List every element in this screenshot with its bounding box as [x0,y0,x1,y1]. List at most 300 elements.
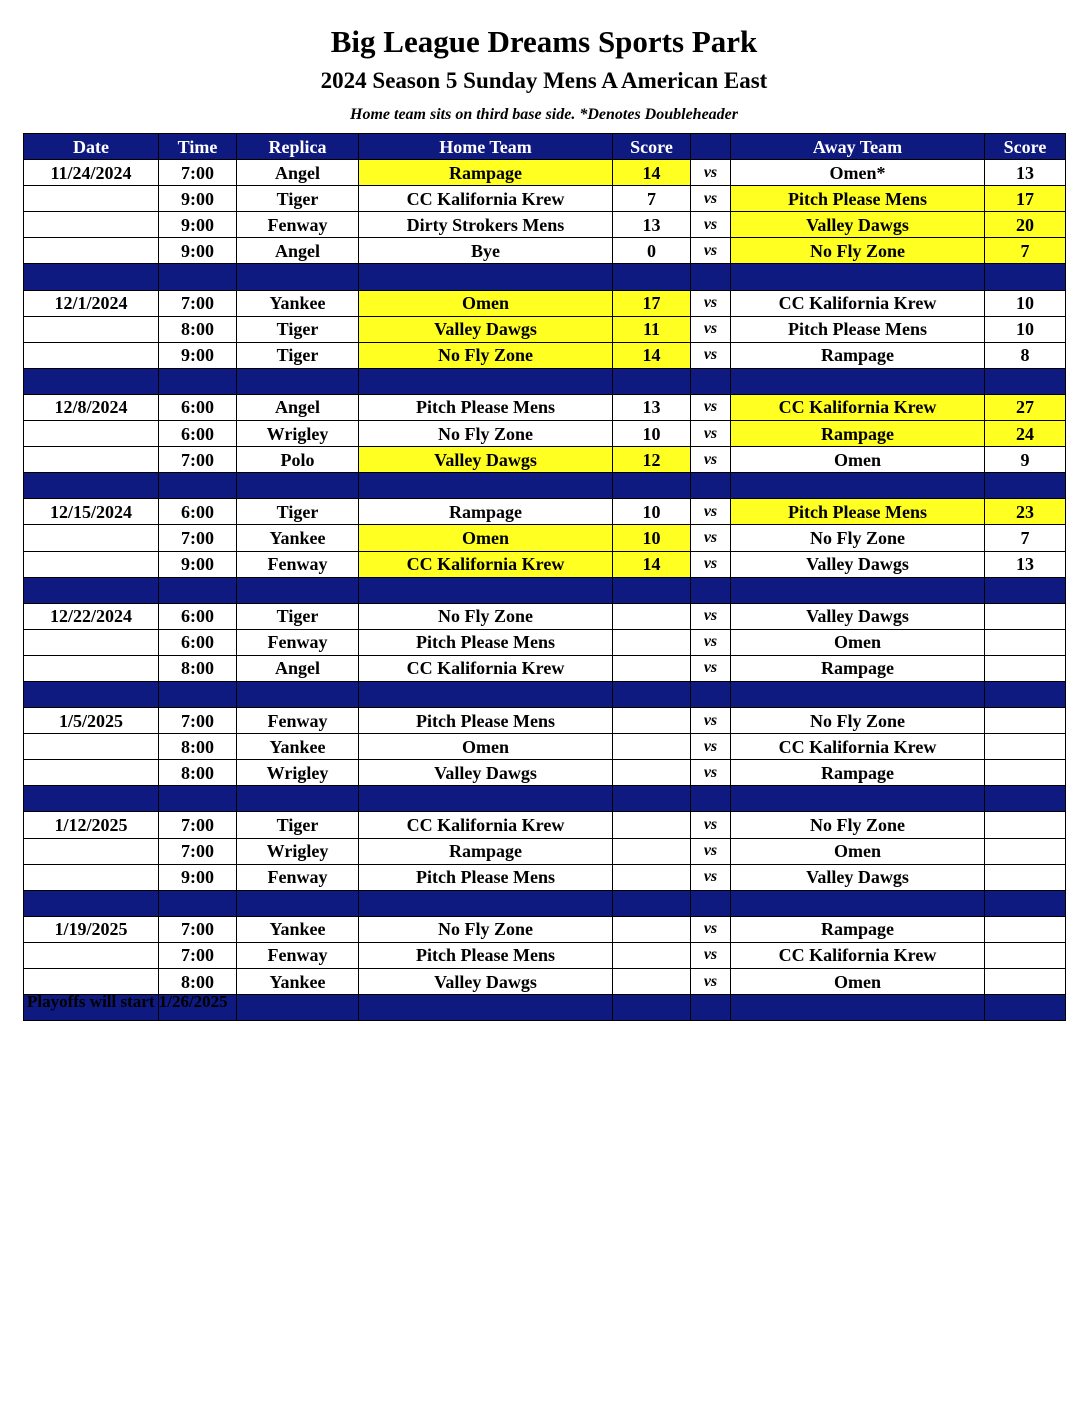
home-team: No Fly Zone [359,421,613,447]
vs-label: vs [691,629,731,655]
game-time: 6:00 [159,499,237,525]
separator-cell [985,368,1066,394]
game-row [24,316,1066,342]
home-team: Pitch Please Mens [359,394,613,420]
home-score [613,916,691,942]
away-score [985,629,1066,655]
separator-cell [731,473,985,499]
separator-cell [24,577,159,603]
home-team: No Fly Zone [359,916,613,942]
separator-cell [237,368,359,394]
game-time: 7:00 [159,916,237,942]
away-team: No Fly Zone [731,708,985,734]
game-time: 7:00 [159,942,237,968]
separator-cell [237,681,359,707]
separator-cell [691,473,731,499]
away-team: No Fly Zone [731,525,985,551]
home-score [613,734,691,760]
home-team: Rampage [359,160,613,186]
home-team: Rampage [359,838,613,864]
separator-cell [985,681,1066,707]
separator-cell [731,995,985,1021]
game-date [24,212,159,238]
game-date [24,525,159,551]
home-team: CC Kalifornia Krew [359,186,613,212]
game-date: 1/12/2025 [24,812,159,838]
playoffs-note: Playoffs will start 1/26/2025 [27,992,228,1011]
game-row [24,708,1066,734]
game-row [24,447,1066,473]
away-score [985,734,1066,760]
separator-cell [159,577,237,603]
game-date: 12/8/2024 [24,394,159,420]
vs-label: vs [691,734,731,760]
game-row [24,290,1066,316]
separator-cell [159,890,237,916]
separator-cell [237,473,359,499]
separator-cell [237,264,359,290]
away-team: Omen [731,838,985,864]
away-score: 10 [985,290,1066,316]
home-team: Valley Dawgs [359,969,613,995]
week-separator-row [24,473,1066,499]
away-team: Rampage [731,655,985,681]
away-score: 23 [985,499,1066,525]
separator-cell [731,890,985,916]
game-time: 7:00 [159,160,237,186]
away-score: 27 [985,394,1066,420]
separator-cell [985,786,1066,812]
away-team: Valley Dawgs [731,864,985,890]
separator-cell [24,264,159,290]
away-score [985,864,1066,890]
week-separator-row [24,368,1066,394]
home-score [613,708,691,734]
away-team: Rampage [731,916,985,942]
game-time: 7:00 [159,447,237,473]
home-team: CC Kalifornia Krew [359,812,613,838]
separator-cell [159,681,237,707]
home-team: Valley Dawgs [359,447,613,473]
vs-label: vs [691,212,731,238]
separator-cell [691,264,731,290]
home-score: 13 [613,212,691,238]
separator-cell [985,264,1066,290]
home-team: CC Kalifornia Krew [359,655,613,681]
away-team: Omen [731,447,985,473]
separator-cell [24,473,159,499]
separator-cell [359,473,613,499]
game-date [24,655,159,681]
game-date [24,734,159,760]
home-score: 14 [613,342,691,368]
field-replica: Yankee [237,916,359,942]
game-row [24,186,1066,212]
col-header-time: Time [159,134,237,160]
separator-cell [985,473,1066,499]
separator-cell [359,890,613,916]
game-row [24,421,1066,447]
game-time: 7:00 [159,812,237,838]
separator-cell [359,577,613,603]
away-team: Omen [731,969,985,995]
schedule-body [24,160,1066,1021]
game-date [24,342,159,368]
away-score: 9 [985,447,1066,473]
away-team: CC Kalifornia Krew [731,734,985,760]
game-date [24,316,159,342]
away-score: 13 [985,160,1066,186]
home-team: CC Kalifornia Krew [359,551,613,577]
game-row [24,212,1066,238]
separator-cell [613,577,691,603]
page-title: Big League Dreams Sports Park [330,24,758,59]
col-header-away-score: Score [985,134,1066,160]
vs-label: vs [691,421,731,447]
game-row [24,394,1066,420]
game-row [24,864,1066,890]
home-score [613,864,691,890]
away-team: Valley Dawgs [731,551,985,577]
col-header-home-score: Score [613,134,691,160]
home-team: Pitch Please Mens [359,864,613,890]
field-replica: Tiger [237,812,359,838]
game-row [24,629,1066,655]
field-replica: Tiger [237,342,359,368]
home-score: 11 [613,316,691,342]
game-time: 8:00 [159,760,237,786]
field-replica: Wrigley [237,838,359,864]
away-team: CC Kalifornia Krew [731,942,985,968]
separator-cell [691,995,731,1021]
away-score: 7 [985,238,1066,264]
game-date [24,838,159,864]
away-team: CC Kalifornia Krew [731,394,985,420]
vs-label: vs [691,447,731,473]
game-date [24,760,159,786]
game-date: 12/22/2024 [24,603,159,629]
separator-cell [691,681,731,707]
separator-cell [691,368,731,394]
separator-cell [731,681,985,707]
field-replica: Tiger [237,603,359,629]
game-date: 11/24/2024 [24,160,159,186]
page-subtitle: 2024 Season 5 Sunday Mens A American East [320,68,768,93]
col-header-replica: Replica [237,134,359,160]
vs-label: vs [691,394,731,420]
field-replica: Fenway [237,629,359,655]
separator-cell [613,995,691,1021]
game-time: 8:00 [159,316,237,342]
home-score [613,603,691,629]
separator-cell [24,368,159,394]
away-team: Valley Dawgs [731,212,985,238]
separator-cell [691,890,731,916]
home-score: 10 [613,525,691,551]
vs-label: vs [691,290,731,316]
field-replica: Fenway [237,212,359,238]
vs-label: vs [691,655,731,681]
separator-cell [691,786,731,812]
separator-cell [613,681,691,707]
home-score: 17 [613,290,691,316]
field-replica: Fenway [237,864,359,890]
separator-cell [237,995,359,1021]
field-replica: Angel [237,655,359,681]
game-row [24,342,1066,368]
separator-cell [731,368,985,394]
game-row [24,499,1066,525]
away-score: 7 [985,525,1066,551]
away-team: Rampage [731,342,985,368]
game-time: 9:00 [159,551,237,577]
game-date [24,551,159,577]
field-replica: Angel [237,394,359,420]
field-replica: Fenway [237,708,359,734]
vs-label: vs [691,186,731,212]
home-team: No Fly Zone [359,342,613,368]
home-team: Dirty Strokers Mens [359,212,613,238]
col-header-away-team: Away Team [731,134,985,160]
col-header-home-team: Home Team [359,134,613,160]
game-time: 9:00 [159,342,237,368]
home-team: Pitch Please Mens [359,629,613,655]
home-score [613,629,691,655]
separator-cell [359,264,613,290]
separator-cell [731,264,985,290]
vs-label: vs [691,316,731,342]
game-row [24,238,1066,264]
game-time: 9:00 [159,864,237,890]
field-replica: Fenway [237,551,359,577]
game-time: 9:00 [159,238,237,264]
game-date: 12/1/2024 [24,290,159,316]
away-team: Pitch Please Mens [731,499,985,525]
separator-cell [613,890,691,916]
separator-cell [237,786,359,812]
separator-cell [613,264,691,290]
game-date: 1/19/2025 [24,916,159,942]
field-replica: Wrigley [237,760,359,786]
game-row [24,969,1066,995]
game-row [24,655,1066,681]
field-replica: Yankee [237,290,359,316]
separator-cell [24,786,159,812]
away-team: No Fly Zone [731,812,985,838]
game-time: 7:00 [159,708,237,734]
home-team: Pitch Please Mens [359,708,613,734]
game-time: 7:00 [159,290,237,316]
vs-label: vs [691,916,731,942]
separator-cell [359,995,613,1021]
field-replica: Wrigley [237,421,359,447]
vs-label: vs [691,760,731,786]
home-score: 14 [613,160,691,186]
home-team: Bye [359,238,613,264]
home-score [613,969,691,995]
home-team: Pitch Please Mens [359,942,613,968]
game-row [24,760,1066,786]
game-date [24,238,159,264]
home-score: 12 [613,447,691,473]
week-separator-row [24,890,1066,916]
home-team: Omen [359,734,613,760]
away-score [985,603,1066,629]
vs-label: vs [691,499,731,525]
home-score: 10 [613,499,691,525]
away-score [985,969,1066,995]
away-score: 20 [985,212,1066,238]
away-team: Valley Dawgs [731,603,985,629]
field-replica: Tiger [237,316,359,342]
field-replica: Tiger [237,499,359,525]
away-score: 24 [985,421,1066,447]
away-team: Pitch Please Mens [731,316,985,342]
away-score: 8 [985,342,1066,368]
game-time: 8:00 [159,655,237,681]
home-team: Omen [359,525,613,551]
home-score: 10 [613,421,691,447]
away-team: Rampage [731,760,985,786]
field-replica: Angel [237,238,359,264]
home-score [613,760,691,786]
separator-cell [985,890,1066,916]
away-team: Pitch Please Mens [731,186,985,212]
field-replica: Polo [237,447,359,473]
separator-cell [731,577,985,603]
field-replica: Yankee [237,525,359,551]
home-score: 14 [613,551,691,577]
game-row [24,551,1066,577]
home-score: 7 [613,186,691,212]
vs-label: vs [691,942,731,968]
game-date [24,864,159,890]
field-replica: Tiger [237,186,359,212]
field-replica: Fenway [237,942,359,968]
field-replica: Angel [237,160,359,186]
page-note: Home team sits on third base side. *Denotes Doubleheader [350,106,738,123]
col-header-date: Date [24,134,159,160]
game-date [24,942,159,968]
separator-cell [159,368,237,394]
vs-label: vs [691,342,731,368]
separator-cell [24,681,159,707]
away-team: CC Kalifornia Krew [731,290,985,316]
game-time: 9:00 [159,212,237,238]
table-header-row [24,134,1066,160]
separator-cell [985,577,1066,603]
week-separator-row [24,786,1066,812]
game-row [24,734,1066,760]
game-date [24,421,159,447]
game-date: 1/5/2025 [24,708,159,734]
game-time: 6:00 [159,421,237,447]
home-score [613,838,691,864]
home-score [613,655,691,681]
game-date [24,447,159,473]
vs-label: vs [691,603,731,629]
away-team: No Fly Zone [731,238,985,264]
vs-label: vs [691,864,731,890]
game-row [24,942,1066,968]
game-row [24,160,1066,186]
separator-cell [237,577,359,603]
separator-cell [985,995,1066,1021]
away-team: Rampage [731,421,985,447]
home-team: Valley Dawgs [359,316,613,342]
away-score: 17 [985,186,1066,212]
vs-label: vs [691,708,731,734]
separator-cell [159,473,237,499]
game-time: 8:00 [159,734,237,760]
week-separator-row [24,681,1066,707]
separator-cell [613,473,691,499]
home-score [613,942,691,968]
vs-label: vs [691,238,731,264]
vs-label: vs [691,969,731,995]
game-row [24,603,1066,629]
separator-cell [359,681,613,707]
game-row [24,525,1066,551]
separator-cell [359,786,613,812]
game-time: 9:00 [159,186,237,212]
away-score [985,916,1066,942]
week-separator-row [24,577,1066,603]
away-score [985,708,1066,734]
game-time: 6:00 [159,603,237,629]
separator-cell [159,264,237,290]
away-score [985,838,1066,864]
vs-label: vs [691,812,731,838]
separator-cell [359,368,613,394]
game-row [24,838,1066,864]
away-score: 13 [985,551,1066,577]
schedule-table [23,133,1066,1021]
vs-label: vs [691,551,731,577]
game-time: 8:00 [159,969,237,995]
game-date [24,629,159,655]
away-score [985,760,1066,786]
away-score [985,942,1066,968]
game-time: 7:00 [159,838,237,864]
separator-cell [613,368,691,394]
home-team: No Fly Zone [359,603,613,629]
vs-label: vs [691,160,731,186]
home-score: 0 [613,238,691,264]
game-row [24,812,1066,838]
field-replica: Yankee [237,734,359,760]
separator-cell [24,890,159,916]
game-row [24,916,1066,942]
vs-label: vs [691,525,731,551]
separator-cell [691,577,731,603]
home-score [613,812,691,838]
home-team: Omen [359,290,613,316]
col-header-vs [691,134,731,160]
home-team: Rampage [359,499,613,525]
field-replica: Yankee [237,969,359,995]
home-team: Valley Dawgs [359,760,613,786]
game-time: 7:00 [159,525,237,551]
away-team: Omen [731,629,985,655]
vs-label: vs [691,838,731,864]
away-score: 10 [985,316,1066,342]
home-score: 13 [613,394,691,420]
game-date [24,969,159,995]
separator-cell [159,786,237,812]
week-separator-row [24,264,1066,290]
game-date: 12/15/2024 [24,499,159,525]
